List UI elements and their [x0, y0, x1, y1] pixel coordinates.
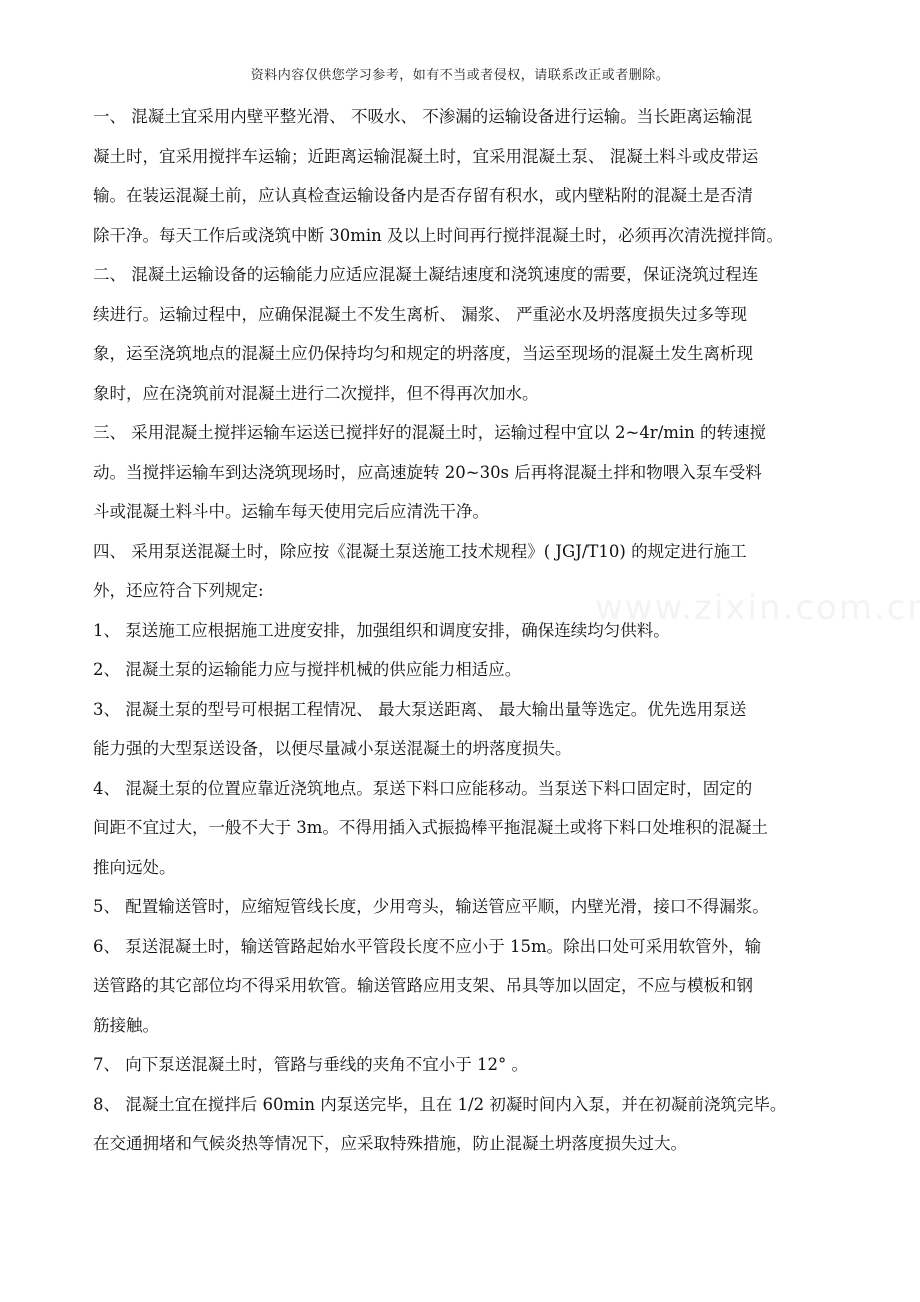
body-text	[93, 102, 853, 1169]
text-line: 4、 混凝土泵的位置应靠近浇筑地点。泵送下料口应能移动。当泵送下料口固定时，固定的	[93, 778, 753, 798]
text-line: 外，还应符合下列规定:	[93, 581, 264, 600]
text-line: 在交通拥堵和气候炎热等情况下，应采取特殊措施，防止混凝土坍落度损失过大。	[93, 1134, 687, 1153]
disclaimer-header: 资料内容仅供您学习参考，如有不当或者侵权，请联系改正或者删除。	[250, 68, 670, 83]
text-line: 象时，应在浇筑前对混凝土进行二次搅拌，但不得再次加水。	[93, 383, 539, 403]
text-line: 8、 混凝土宜在搅拌后 60min 内泵送完毕，且在 1/2 初凝时间内入泵，并在初凝前浇筑完毕。	[93, 1094, 787, 1114]
text-line: 动。当搅拌运输车到达浇筑现场时，应高速旋转 20~30s 后再将混凝土拌和物喂入泵车受料	[93, 462, 762, 482]
text-line: 除干净。每天工作后或浇筑中断 30min 及以上时间再行搅拌混凝土时，必须再次清洗搅拌筒。	[93, 225, 784, 245]
text-line: 四、 采用泵送混凝土时，除应按《混凝土泵送施工技术规程》( JGJ/T10) 的规定进行施工	[93, 541, 747, 561]
text-line: 输。在装运混凝土前，应认真检查运输设备内是否存留有积水，或内壁粘附的混凝土是否清	[93, 186, 753, 205]
text-line: 凝土时，宜采用搅拌车运输；近距离运输混凝土时，宜采用混凝土泵、 混凝土料斗或皮带运	[93, 146, 759, 166]
text-line: 间距不宜过大，一般不大于 3m。不得用插入式振捣棒平拖混凝土或将下料口处堆积的混凝土	[93, 818, 768, 837]
text-line: 送管路的其它部位均不得采用软管。输送管路应用支架、吊具等加以固定，不应与模板和钢	[93, 976, 753, 995]
text-line: 斗或混凝土料斗中。运输车每天使用完后应清洗干净。	[93, 502, 489, 521]
text-line: 二、 混凝土运输设备的运输能力应适应混凝土凝结速度和浇筑速度的需要，保证浇筑过程连	[93, 265, 759, 284]
text-line: 推向远处。	[93, 857, 176, 877]
text-line: 一、 混凝土宜采用内壁平整光滑、 不吸水、 不渗漏的运输设备进行运输。当长距离运输混	[93, 107, 753, 126]
text-line: 7、 向下泵送混凝土时，管路与垂线的夹角不宜小于 12° 。	[93, 1055, 528, 1074]
text-line: 象，运至浇筑地点的混凝土应仍保持均匀和规定的坍落度，当运至现场的混凝土发生离析现	[93, 344, 753, 363]
text-line: 6、 泵送混凝土时，输送管路起始水平管段长度不应小于 15m。除出口处可采用软管外，输	[93, 936, 762, 956]
text-line: 续进行。运输过程中，应确保混凝土不发生离析、 漏浆、 严重泌水及坍落度损失过多等现	[93, 304, 747, 324]
text-line: 能力强的大型泵送设备，以便尽量减小泵送混凝土的坍落度损失。	[93, 739, 572, 758]
text-line: 2、 混凝土泵的运输能力应与搅拌机械的供应能力相适应。	[93, 660, 522, 679]
text-line: 三、 采用混凝土搅拌运输车运送已搅拌好的混凝土时，运输过程中宜以 2~4r/min 的转速搅	[93, 423, 767, 442]
text-line: 5、 配置输送管时，应缩短管线长度，少用弯头，输送管应平顺，内壁光滑，接口不得漏浆。	[93, 897, 769, 916]
text-line: 筋接触。	[93, 1015, 159, 1035]
text-line: 1、 泵送施工应根据施工进度安排，加强组织和调度安排，确保连续均匀供料。	[93, 620, 670, 640]
text-line: 3、 混凝土泵的型号可根据工程情况、 最大泵送距离、 最大输出量等选定。优先选用泵送	[93, 699, 747, 719]
